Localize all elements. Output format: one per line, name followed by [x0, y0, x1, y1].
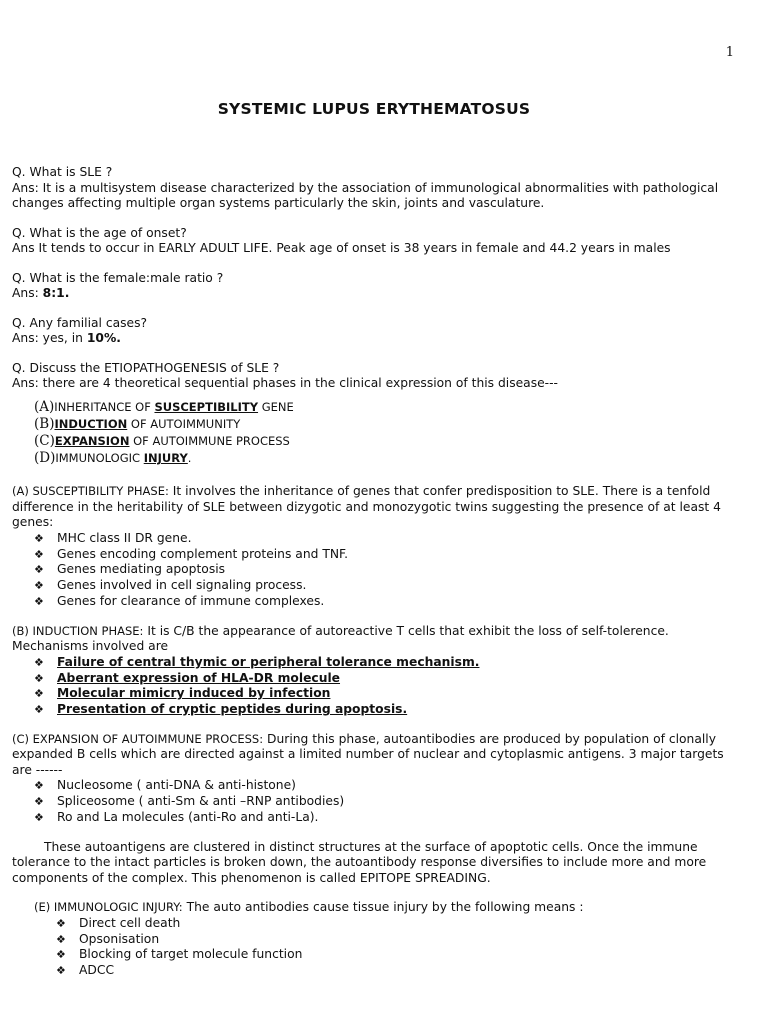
list-item [34, 578, 742, 594]
diamond-bullet-icon: ❖ [56, 932, 66, 946]
qa-block [12, 271, 742, 302]
diamond-bullet-icon: ❖ [34, 703, 44, 717]
section-intro [12, 484, 742, 531]
phase-item [34, 434, 742, 451]
page-number: 1 [725, 45, 734, 60]
answer [12, 286, 742, 302]
answer [12, 241, 742, 257]
bullet-list [12, 655, 742, 718]
phase-item [34, 451, 742, 468]
list-item [34, 547, 742, 563]
diamond-bullet-icon: ❖ [56, 964, 66, 978]
list-item-text: Genes involved in cell signaling process. [57, 578, 307, 593]
phase-post: OF AUTOIMMUNITY [127, 416, 241, 431]
bullet-list [12, 916, 742, 979]
list-item [56, 963, 742, 979]
section-text: It is C/B the appearance of autoreactive T cells that exhibit the loss of self-tolerence. Mechanisms involved are [12, 623, 669, 654]
list-item-text: Genes for clearance of immune complexes. [57, 593, 325, 608]
list-item [34, 778, 742, 794]
list-item-text: MHC class II DR gene. [57, 530, 192, 545]
section-text: It involves the inheritance of genes that confer predisposition to SLE. There is a tenfold difference in the heritability of SLE between dizygotic and monozygotic twins suggesting the presence of at least 4 genes: [12, 484, 721, 530]
document-body [12, 165, 742, 993]
section-susceptibility [12, 484, 742, 609]
list-item [56, 932, 742, 948]
list-item [34, 794, 742, 810]
list-item-text: Failure of central thymic or peripheral tolerance mechanism. [57, 654, 480, 669]
diamond-bullet-icon: ❖ [34, 811, 44, 825]
diamond-bullet-icon: ❖ [34, 687, 44, 701]
diamond-bullet-icon: ❖ [34, 594, 44, 608]
answer [12, 181, 742, 212]
list-item-text: Aberrant expression of HLA-DR molecule [57, 670, 341, 685]
answer-text: Ans: [12, 286, 43, 300]
diamond-bullet-icon: ❖ [34, 671, 44, 685]
question: Q. What is the age of onset? [12, 225, 187, 240]
list-item-text: Direct cell death [79, 915, 181, 930]
list-item [34, 531, 742, 547]
list-item [56, 916, 742, 932]
diamond-bullet-icon: ❖ [34, 795, 44, 809]
phase-key: SUSCEPTIBILITY [154, 399, 259, 414]
diamond-bullet-icon: ❖ [34, 531, 44, 545]
list-item [34, 702, 742, 718]
section-induction [12, 624, 742, 718]
answer-text: Ans It tends to occur in EARLY ADULT LIFE. Peak age of onset is 38 years in female and 44.2 years in males [12, 241, 671, 255]
list-item [34, 671, 742, 687]
diamond-bullet-icon: ❖ [56, 916, 66, 930]
section-text: During this phase, autoantibodies are produced by population of clonally expanded B cells which are directed against a limited number of nuclear and cytoplasmic antigens. 3 major targets are ------ [12, 731, 724, 777]
diamond-bullet-icon: ❖ [34, 655, 44, 669]
list-item [34, 810, 742, 826]
list-item-text: Genes encoding complement proteins and TNF. [57, 546, 349, 561]
list-item-text: Nucleosome ( anti-DNA & anti-histone) [57, 778, 296, 793]
qa-block [12, 226, 742, 257]
phase-key: INDUCTION [54, 416, 128, 431]
list-item [56, 947, 742, 963]
list-item-text: Genes mediating apoptosis [57, 562, 226, 577]
phase-tag: (A) [34, 398, 55, 415]
phase-post: GENE [258, 399, 294, 414]
section-heading: (A) SUSCEPTIBILITY PHASE: [12, 484, 169, 499]
answer-text: Ans: It is a multisystem disease characterized by the association of immunological abnormalities with pathological changes affecting multiple organ systems particularly the skin, joints and vasculature. [12, 180, 719, 210]
phase-post: OF AUTOIMMUNE PROCESS [129, 433, 290, 448]
section-intro [12, 732, 742, 779]
diamond-bullet-icon: ❖ [34, 563, 44, 577]
answer-bold: 10%. [86, 331, 121, 345]
section-text: The auto antibodies cause tissue injury by the following means : [182, 900, 584, 915]
phase-key: INJURY [143, 451, 188, 466]
answer-text: Ans: yes, in [12, 331, 87, 345]
list-item [34, 562, 742, 578]
answer [12, 376, 742, 392]
list-item-text: ADCC [79, 963, 115, 978]
qa-block [12, 165, 742, 212]
bullet-list [12, 531, 742, 610]
section-heading: (C) EXPANSION OF AUTOIMMUNE PROCESS: [12, 731, 264, 746]
qa-block [12, 316, 742, 347]
phase-tag: (B) [34, 415, 55, 432]
list-item-text: Presentation of cryptic peptides during apoptosis. [57, 702, 408, 717]
list-item-text: Spliceosome ( anti-Sm & anti –RNP antibodies) [57, 794, 345, 809]
list-item-text: Molecular mimicry induced by infection [57, 686, 331, 701]
list-item [34, 655, 742, 671]
phase-tag: (D) [34, 450, 56, 467]
phase-tag: (C) [34, 432, 55, 449]
epitope-spreading-paragraph: These autoantigens are clustered in distinct structures at the surface of apoptotic cells. Once the immune tolerance to the intact particles is broken down, the autoantibody response diversifies to include more and more components of the complex. This phenomenon is called EPITOPE SPREADING. [12, 839, 707, 885]
list-item [34, 686, 742, 702]
diamond-bullet-icon: ❖ [34, 779, 44, 793]
section-expansion [12, 732, 742, 826]
phase-list [34, 400, 742, 469]
answer-text: Ans: there are 4 theoretical sequential phases in the clinical expression of this disease--- [12, 376, 558, 390]
phase-item [34, 417, 742, 434]
diamond-bullet-icon: ❖ [34, 579, 44, 593]
list-item [34, 594, 742, 610]
phase-pre: INHERITANCE OF [54, 399, 155, 414]
section-heading: (B) INDUCTION PHASE: [12, 623, 144, 638]
diamond-bullet-icon: ❖ [34, 547, 44, 561]
section-heading: (E) IMMUNOLOGIC INJURY: [34, 900, 183, 915]
phase-key: EXPANSION [54, 433, 130, 448]
phase-item [34, 400, 742, 417]
question: Q. What is SLE ? [12, 165, 113, 179]
question: Q. Any familial cases? [12, 315, 148, 330]
section-immunologic-injury [12, 900, 742, 979]
answer [12, 331, 742, 347]
section-intro [12, 624, 742, 655]
list-item-text: Ro and La molecules (anti-Ro and anti-La). [57, 810, 319, 825]
bullet-list [12, 778, 742, 825]
question: Q. Discuss the ETIOPATHOGENESIS of SLE ? [12, 360, 280, 375]
answer-bold: 8:1. [42, 286, 70, 300]
qa-block [12, 361, 742, 392]
list-item-text: Opsonisation [79, 931, 160, 946]
section-intro [34, 900, 742, 916]
list-item-text: Blocking of target molecule function [79, 947, 303, 962]
phase-pre: IMMUNOLOGIC [55, 451, 144, 466]
question: Q. What is the female:male ratio ? [12, 270, 224, 285]
document-title: SYSTEMIC LUPUS ERYTHEMATOSUS [217, 100, 531, 118]
phase-post: . [187, 451, 192, 466]
diamond-bullet-icon: ❖ [56, 948, 66, 962]
